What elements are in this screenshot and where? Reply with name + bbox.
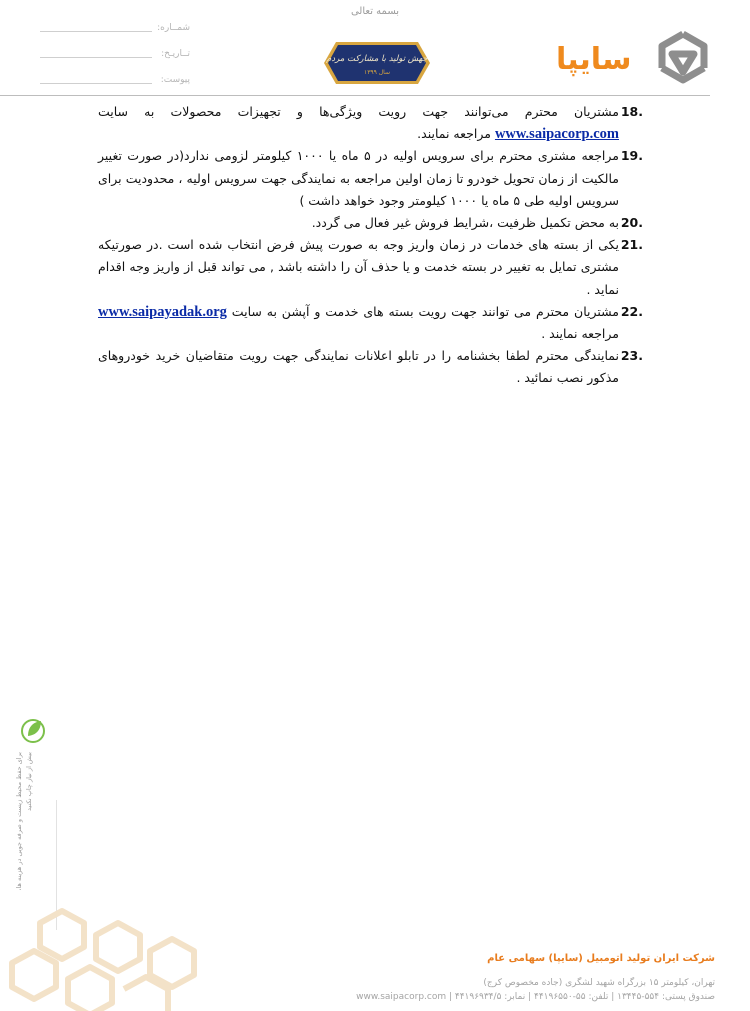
number-field-line: [40, 31, 152, 32]
eco-note: [14, 752, 48, 902]
item-text-start: مشتریان محترم می توانند جهت رویت بسته های خدمت و آپشن به سایت: [226, 303, 619, 319]
item-number: 21.: [620, 237, 643, 253]
item-number: 23.: [620, 348, 643, 364]
production-leap-badge: [318, 38, 436, 88]
footer-contact: صندوق پستی: ۵۵۴-۱۳۴۴۵ | تلفن: ۵۵-۴۴۱۹۶۵۵۰ | نمابر: ۴۴۱۹۶۹۳۴/۵ | www.saipacorp.com: [356, 992, 715, 1002]
item-18: [98, 101, 643, 145]
bulletin-body: [98, 101, 643, 390]
footer-address: تهران، کیلومتر ۱۵ بزرگراه شهید لشگری (جاده مخصوص کرج): [483, 978, 715, 988]
item-text: نمایندگی محترم لطفا بخشنامه را در تابلو اعلانات نمایندگی جهت رویت متقاضیان خرید خودروهای مذکور نصب نمائید .: [98, 348, 619, 386]
badge-year: سال ۱۳۹۹: [363, 69, 391, 76]
item-22: [98, 301, 643, 345]
date-field-line: [40, 57, 152, 58]
item-20: [98, 212, 643, 234]
footer-company: شرکت ایران تولید اتومبیل (سایپا) سهامی عام: [487, 953, 715, 964]
attachment-field-label: پیوست:: [160, 75, 190, 85]
eco-leaf-icon: [20, 716, 46, 744]
item-number: 19.: [620, 148, 643, 164]
item-21: [98, 234, 643, 301]
header-divider: [0, 95, 710, 96]
saipacorp-link[interactable]: www.saipacorp.com: [494, 126, 619, 143]
item-text-end: مراجعه نمایند .: [541, 326, 619, 342]
item-number: 22.: [620, 303, 643, 319]
item-number: 18.: [620, 104, 643, 119]
saipa-logo: [556, 26, 716, 86]
date-field: [40, 49, 190, 63]
number-field-label: شمــاره:: [157, 23, 190, 33]
number-field: [40, 23, 190, 37]
item-text: [98, 101, 619, 145]
item-number: 20.: [620, 215, 643, 231]
attachment-field: [40, 75, 190, 89]
bismillah: بسمه تعالی: [350, 6, 400, 17]
item-23: [98, 345, 643, 389]
item-text: [98, 301, 619, 345]
saipa-emblem-icon: [652, 28, 714, 84]
decorative-pattern: [0, 905, 205, 1011]
item-text: مراجعه مشتری محترم برای سرویس اولیه در ۵ ماه یا ۱۰۰۰ کیلومتر لزومی ندارد(در صورت تغییر مالکیت از زمان تحویل خودرو تا زمان اولین مراجعه به نمایندگی جهت سرویس اولیه ، محدودیت برای سرویس اولیه طی ۵ ماه یا ۱۰۰۰ کیلومتر وجود خواهد داشت ): [98, 148, 620, 208]
date-field-label: تــاریـخ:: [161, 49, 190, 59]
item-19: [98, 145, 643, 212]
item-text: به محض تکمیل ظرفیت ،شرایط فروش غیر فعال می گردد.: [311, 215, 619, 231]
badge-slogan: جهش تولید با مشارکت مردم: [326, 54, 428, 64]
saipa-logo-text: سایپا: [556, 42, 632, 77]
item-text-end: مراجعه نمایند.: [417, 126, 495, 142]
item-text-start: مشتریان محترم می‌توانند جهت رویت ویژگی‌ها و تجهیزات محصولات به سایت: [98, 104, 619, 119]
saipayadak-link[interactable]: www.saipayadak.org: [98, 303, 227, 320]
eco-note-text: برای حفظ محیط زیست و صرفه جویی در هزینه ها، بیش از نیاز چاپ نکنید: [15, 752, 33, 891]
attachment-field-line: [40, 83, 152, 84]
item-text: یکی از بسته های خدمات در زمان واریز وجه به صورت پیش فرض انتخاب شده است .در صورتیکه مشتری تمایل به تغییر در بسته خدمت و یا حذف آن را داشته باشد , می تواند قبل از واریز وجه اقدام نماید .: [98, 237, 619, 297]
